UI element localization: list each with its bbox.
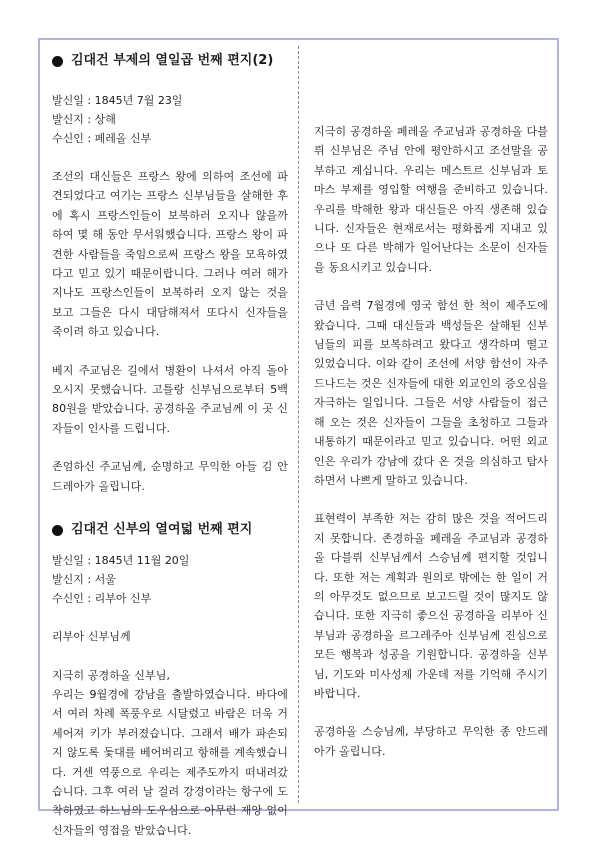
letter1-title: 김대건 부제의 열일곱 번째 편지(2) — [71, 53, 274, 68]
letter2-paragraph: 지극히 공경하올 페레올 주교님과 공경하올 다블뤼 신부님은 주님 안에 평안하시고 조선말을 공부하고 계십니다. 우리는 메스트르 신부님과 토마스 부제를 영입할 여행을 준비하고 있습니다. 우리를 박해한 왕과 대신들은 아직 생존해 있습니다. 신자들은 현재로서는 평화롭게 지내고 있으나 또 다른 박해가 일어난다는 소문이 신자들을 동요시키고 있습니다. — [314, 125, 548, 274]
letter1-recipient: 수신인 : 페레올 신부 — [52, 132, 152, 145]
left-column — [52, 46, 288, 840]
letter2-opening: 지극히 공경하올 신부님, — [52, 668, 171, 682]
letter2-recipient: 수신인 : 리부아 신부 — [52, 592, 152, 606]
letter2-heading — [52, 519, 288, 541]
letter2-title: 김대건 신부의 열여덟 번째 편지 — [71, 522, 253, 538]
letter1-closing: 존엄하신 주교님께, 순명하고 무익한 아들 김 안드레아가 올립니다. — [52, 460, 288, 493]
letter2-salutation: 리부아 신부님께 — [52, 630, 131, 644]
bullet-icon — [52, 56, 63, 67]
letter1-date: 발신일 : 1845년 7월 23일 — [52, 94, 183, 107]
letter1-heading — [52, 50, 288, 72]
letter2-closing: 공경하올 스승님께, 부당하고 무익한 종 안드레아가 올립니다. — [314, 725, 548, 758]
letter1-paragraph: 조선의 대신들은 프랑스 왕에 의하여 조선에 파견되었다고 여기는 프랑스 신부님들을 살해한 후에 혹시 프랑스인들이 보복하러 오지나 않을까 하여 몇 해 동안 무서워했습니다. 프랑스 왕이 파견한 사람들을 죽임으로써 프랑스 왕을 모욕하였다고 믿고 있기 때문이랍니다. 그러나 여러 해가 지나도 프랑스인들이 보복하러 오지 않는 것을 보고 그들은 다시 대담해져서 또다시 신자들을 죽이려 하고 있습니다. — [52, 170, 288, 339]
letter1-origin: 발신지 : 상해 — [52, 113, 116, 126]
letter2-paragraph: 우리는 9월경에 강남을 출발하였습니다. 바다에서 여러 차례 폭풍우로 시달렸고 바람은 더욱 거세어져 키가 부러졌습니다. 그래서 배가 파손되지 않도록 돛대를 베어버리고 항해를 계속했습니다. 거센 역풍으로 우리는 제주도까지 떠내려갔습니다. 그후 여러 날 걸려 강경이라는 항구에 도착하였고 하느님의 도우심으로 아무런 재앙 없이 신자들의 영접을 받았습니다. — [52, 687, 288, 837]
column-divider — [298, 46, 299, 803]
letter1-paragraph: 베지 주교님은 길에서 병환이 나셔서 아직 돌아오시지 못했습니다. 고틀랑 신부님으로부터 5백80원을 받았습니다. 공경하올 주교님께 이 곳 신자들이 인사를 드립니다. — [52, 363, 288, 435]
letter2-origin: 발신지 : 서울 — [52, 573, 116, 587]
bullet-icon — [52, 525, 63, 536]
right-column — [314, 46, 548, 761]
letter2-date: 발신일 : 1845년 11월 20일 — [52, 554, 190, 568]
letter2-paragraph: 금년 음력 7월경에 영국 함선 한 척이 제주도에 왔습니다. 그때 대신들과 백성들은 살해된 신부님들의 피를 보복하려고 왔다고 생각하며 떨고 있었습니다. 이와 같이 조선에 서양 함선이 자주 드나드는 것은 신자들에 대한 외교인의 증오심을 자극하는 일입니다. 그들은 서양 사람들이 접근해 오는 것은 신자들이 그들을 초청하고 그들과 내통하기 때문이라고 믿고 있습니다. 어떤 외교인은 우리가 강남에 갔다 온 것을 의심하고 탐사하면서 나쁘게 말하고 있습니다. — [314, 299, 548, 487]
letter2-paragraph: 표현력이 부족한 저는 감히 많은 것을 적어드리지 못합니다. 존경하올 페레올 주교님과 공경하올 다블뤼 신부님께서 스승님께 편지할 것입니다. 또한 저는 계획과 원의로 밖에는 한 일이 거의 아무것도 없으므로 보고드릴 것이 많지도 않습니다. 또한 지극히 좋으신 공경하올 리부아 신부님과 공경하올 르그레주아 신부님께 진심으로 모든 행복과 성공을 기원합니다. 공경하올 신부님, 기도와 미사성제 가운데 저를 기억해 주시기 바랍니다. — [314, 512, 548, 700]
